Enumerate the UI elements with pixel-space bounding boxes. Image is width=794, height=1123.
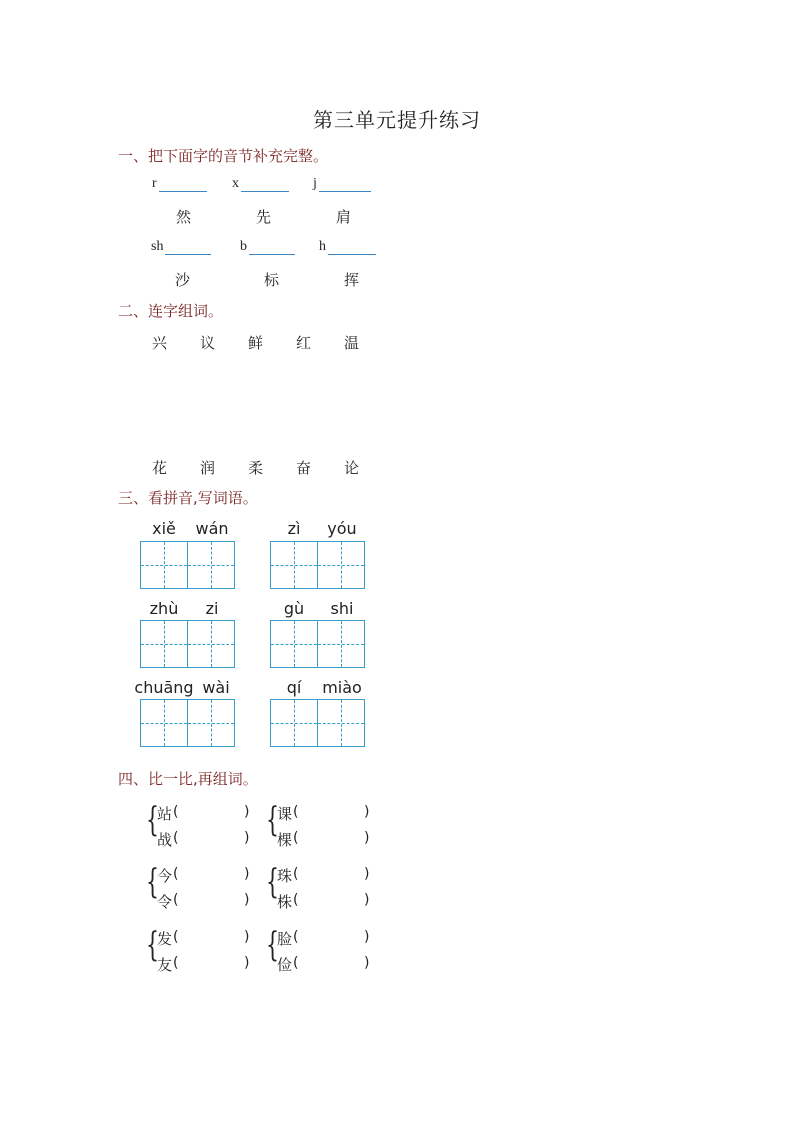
paren-close: ) <box>244 955 250 971</box>
paren-close: ) <box>244 892 250 908</box>
answer-blank[interactable] <box>241 177 289 192</box>
compare-char: 站 <box>157 805 173 823</box>
target-char: 沙 <box>175 271 191 289</box>
pinyin-label: zì <box>287 519 301 538</box>
initial-letter: j <box>313 176 317 191</box>
section-4-heading: 四、比一比,再组词。 <box>118 770 258 788</box>
initial-letter: h <box>319 239 326 254</box>
answer-slot[interactable] <box>182 864 242 884</box>
writing-box[interactable] <box>140 620 188 668</box>
answer-slot[interactable] <box>302 864 362 884</box>
answer-slot[interactable] <box>182 953 242 973</box>
target-char: 肩 <box>336 208 352 226</box>
connect-top-char[interactable]: 鲜 <box>248 334 264 352</box>
compare-char: 发 <box>157 930 173 948</box>
connect-bottom-char[interactable]: 论 <box>344 459 360 477</box>
section-1-heading: 一、把下面字的音节补充完整。 <box>118 147 329 165</box>
writing-box[interactable] <box>317 699 365 747</box>
pinyin-label: wán <box>195 519 229 538</box>
paren-open: ( <box>293 866 299 882</box>
answer-blank[interactable] <box>165 240 211 255</box>
paren-open: ( <box>293 830 299 846</box>
connect-bottom-char[interactable]: 奋 <box>296 459 312 477</box>
writing-box[interactable] <box>187 620 235 668</box>
compare-char: 俭 <box>277 956 293 974</box>
pinyin-fill-item <box>232 176 289 192</box>
compare-char: 战 <box>157 831 173 849</box>
answer-blank[interactable] <box>328 240 376 255</box>
answer-slot[interactable] <box>302 828 362 848</box>
paren-close: ) <box>244 866 250 882</box>
pinyin-label: shi <box>330 599 354 618</box>
compare-char: 课 <box>277 805 293 823</box>
initial-letter: r <box>152 176 157 191</box>
writing-box[interactable] <box>270 541 318 589</box>
pinyin-fill-item <box>319 239 376 255</box>
pinyin-label: yóu <box>327 519 357 538</box>
writing-box[interactable] <box>270 620 318 668</box>
paren-close: ) <box>244 929 250 945</box>
paren-open: ( <box>173 892 179 908</box>
pinyin-label: miào <box>322 678 362 697</box>
paren-close: ) <box>364 955 370 971</box>
paren-open: ( <box>173 804 179 820</box>
connect-top-char[interactable]: 红 <box>296 334 312 352</box>
brace-icon: { <box>146 862 159 902</box>
connect-top-char[interactable]: 兴 <box>152 334 168 352</box>
connect-bottom-char[interactable]: 花 <box>152 459 168 477</box>
compare-char: 脸 <box>277 930 293 948</box>
compare-char: 今 <box>157 867 173 885</box>
answer-blank[interactable] <box>159 177 207 192</box>
writing-box[interactable] <box>187 541 235 589</box>
answer-slot[interactable] <box>182 802 242 822</box>
compare-char: 友 <box>157 956 173 974</box>
paren-close: ) <box>364 866 370 882</box>
pinyin-label: chuāng <box>134 678 194 697</box>
pinyin-label: qí <box>286 678 302 697</box>
answer-slot[interactable] <box>302 927 362 947</box>
brace-icon: { <box>146 925 159 965</box>
pinyin-label: wài <box>202 678 230 697</box>
paren-open: ( <box>173 955 179 971</box>
section-2-heading: 二、连字组词。 <box>118 302 224 320</box>
writing-box[interactable] <box>317 620 365 668</box>
connect-top-char[interactable]: 温 <box>344 334 360 352</box>
writing-box[interactable] <box>187 699 235 747</box>
connect-top-char[interactable]: 议 <box>200 334 216 352</box>
answer-blank[interactable] <box>319 177 371 192</box>
compare-char: 株 <box>277 893 293 911</box>
target-char: 先 <box>256 208 272 226</box>
pinyin-label: zhù <box>149 599 179 618</box>
pinyin-fill-item <box>152 176 207 192</box>
answer-slot[interactable] <box>182 828 242 848</box>
brace-icon: { <box>266 800 279 840</box>
answer-slot[interactable] <box>302 953 362 973</box>
paren-open: ( <box>293 955 299 971</box>
brace-icon: { <box>146 800 159 840</box>
paren-open: ( <box>173 929 179 945</box>
target-char: 挥 <box>344 271 360 289</box>
answer-slot[interactable] <box>182 890 242 910</box>
writing-box[interactable] <box>140 699 188 747</box>
pinyin-fill-item <box>240 239 295 255</box>
pinyin-label: xiě <box>152 519 176 538</box>
answer-slot[interactable] <box>302 890 362 910</box>
answer-slot[interactable] <box>182 927 242 947</box>
connect-bottom-char[interactable]: 柔 <box>248 459 264 477</box>
paren-close: ) <box>364 929 370 945</box>
paren-open: ( <box>173 866 179 882</box>
brace-icon: { <box>266 925 279 965</box>
paren-open: ( <box>293 929 299 945</box>
paren-close: ) <box>244 804 250 820</box>
compare-char: 令 <box>157 893 173 911</box>
writing-box[interactable] <box>270 699 318 747</box>
target-char: 标 <box>264 271 280 289</box>
pinyin-label: gù <box>283 599 305 618</box>
paren-open: ( <box>293 804 299 820</box>
compare-char: 珠 <box>277 867 293 885</box>
pinyin-fill-item <box>151 239 211 255</box>
paren-close: ) <box>244 830 250 846</box>
pinyin-label: zi <box>205 599 219 618</box>
brace-icon: { <box>266 862 279 902</box>
page-title: 第三单元提升练习 <box>313 108 481 132</box>
paren-open: ( <box>293 892 299 908</box>
initial-letter: b <box>240 239 247 254</box>
section-3-heading: 三、看拼音,写词语。 <box>118 489 258 507</box>
pinyin-fill-item <box>313 176 371 192</box>
target-char: 然 <box>176 208 192 226</box>
writing-box[interactable] <box>317 541 365 589</box>
answer-blank[interactable] <box>249 240 295 255</box>
connect-bottom-char[interactable]: 润 <box>200 459 216 477</box>
paren-close: ) <box>364 804 370 820</box>
compare-char: 棵 <box>277 831 293 849</box>
answer-slot[interactable] <box>302 802 362 822</box>
initial-letter: sh <box>151 239 164 254</box>
paren-open: ( <box>173 830 179 846</box>
paren-close: ) <box>364 892 370 908</box>
initial-letter: x <box>232 176 239 191</box>
paren-close: ) <box>364 830 370 846</box>
writing-box[interactable] <box>140 541 188 589</box>
